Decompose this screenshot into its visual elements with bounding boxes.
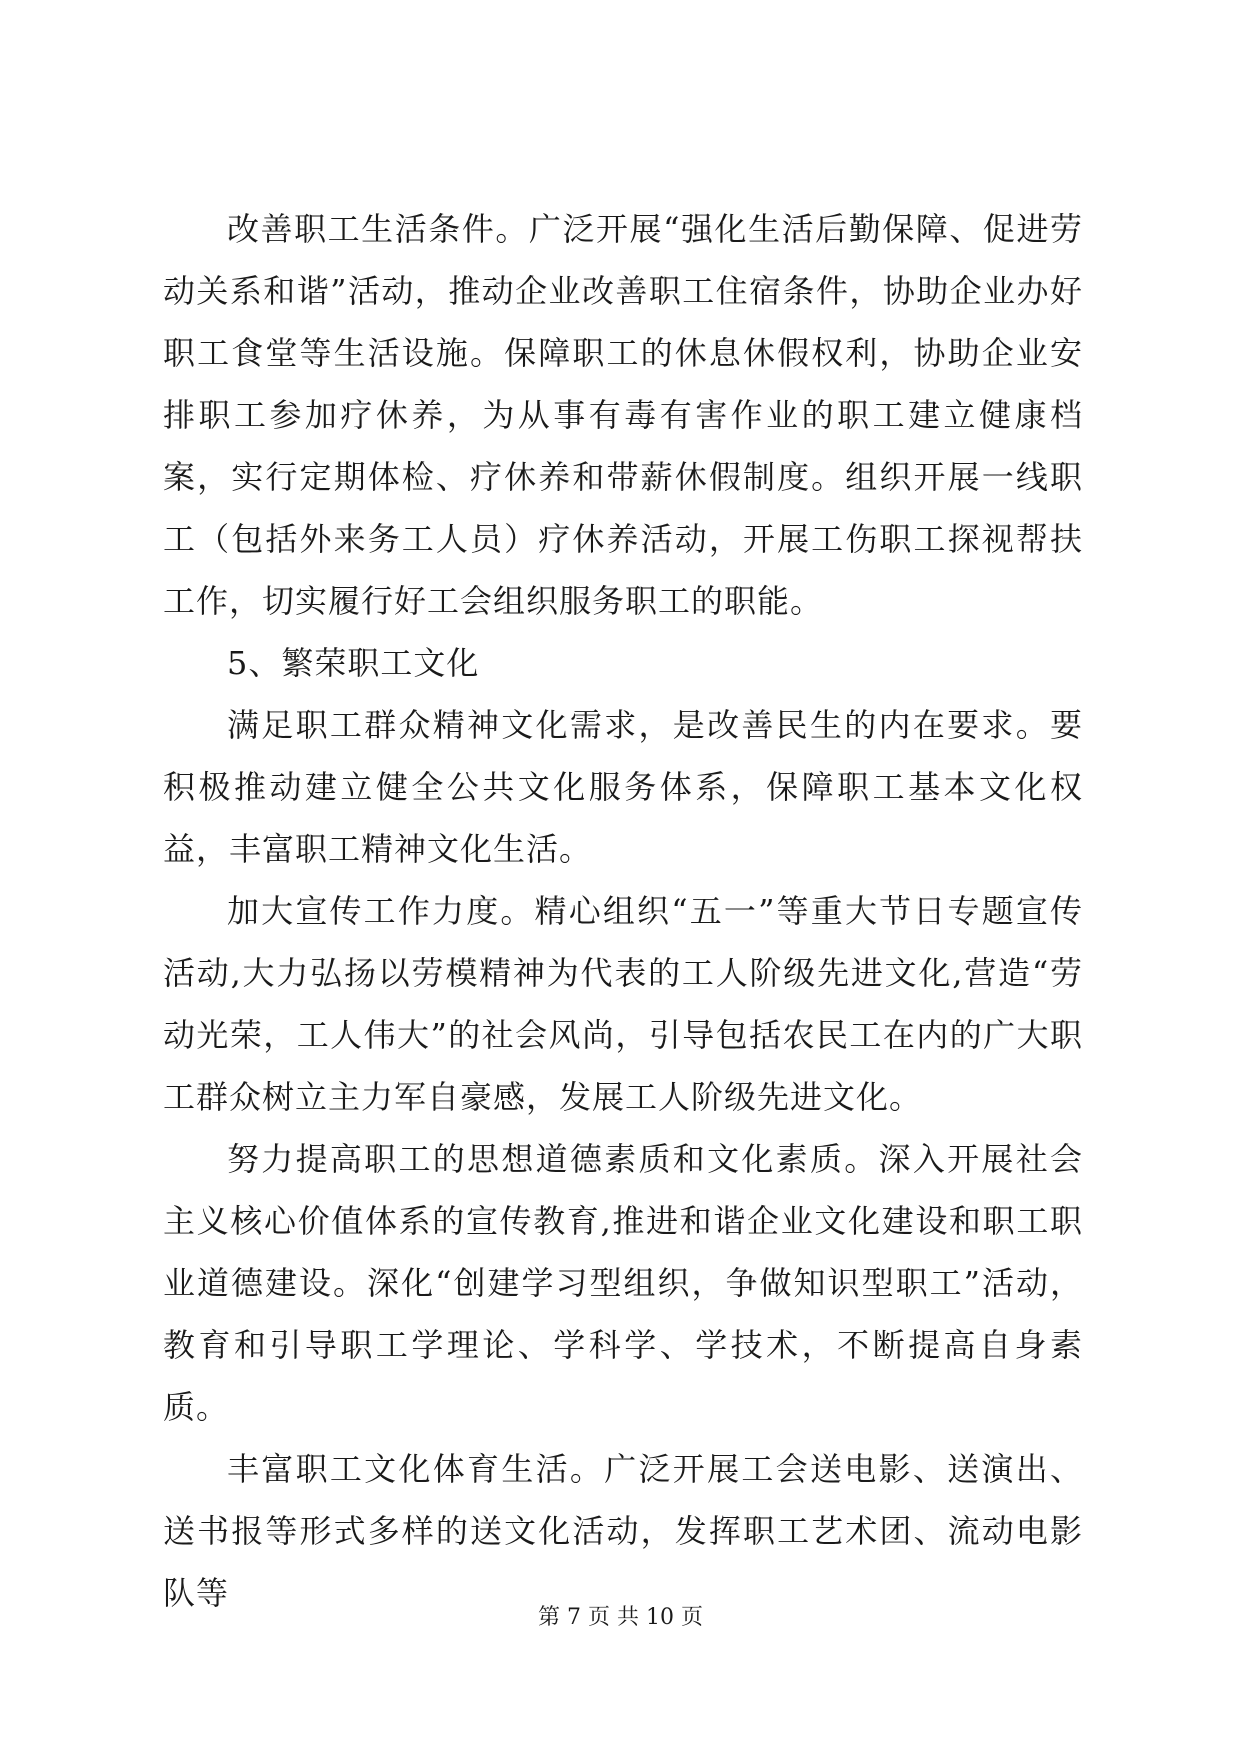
document-body	[163, 198, 1083, 1624]
section-heading-culture: 5、繁荣职工文化	[227, 644, 480, 682]
paragraph-living-conditions: 改善职工生活条件。广泛开展“强化生活后勤保障、促进劳动关系和谐”活动，推动企业改善职工住宿条件，协助企业办好职工食堂等生活设施。保障职工的休息休假权利，协助企业安排职工参加疗休养，为从事有毒有害作业的职工建立健康档案，实行定期体检、疗休养和带薪休假制度。组织开展一线职工（包括外来务工人员）疗休养活动，开展工伤职工探视帮扶工作，切实履行好工会组织服务职工的职能。	[163, 210, 1083, 620]
paragraph-cultural-needs: 满足职工群众精神文化需求，是改善民生的内在要求。要积极推动建立健全公共文化服务体系，保障职工基本文化权益，丰富职工精神文化生活。	[163, 706, 1083, 868]
paragraph-publicity: 加大宣传工作力度。精心组织“五一”等重大节日专题宣传活动,大力弘扬以劳模精神为代表的工人阶级先进文化,营造“劳动光荣，工人伟大”的社会风尚，引导包括农民工在内的广大职工群众树立主力军自豪感，发展工人阶级先进文化。	[163, 892, 1083, 1116]
paragraph-sports-life: 丰富职工文化体育生活。广泛开展工会送电影、送演出、送书报等形式多样的送文化活动，发挥职工艺术团、流动电影队等	[163, 1450, 1083, 1612]
paragraph-moral-quality: 努力提高职工的思想道德素质和文化素质。深入开展社会主义核心价值体系的宣传教育,推进和谐企业文化建设和职工职业道德建设。深化“创建学习型组织，争做知识型职工”活动，教育和引导职工学理论、学科学、学技术，不断提高自身素质。	[163, 1140, 1083, 1426]
page-number-footer: 第 7 页 共 10 页	[538, 1605, 703, 1630]
